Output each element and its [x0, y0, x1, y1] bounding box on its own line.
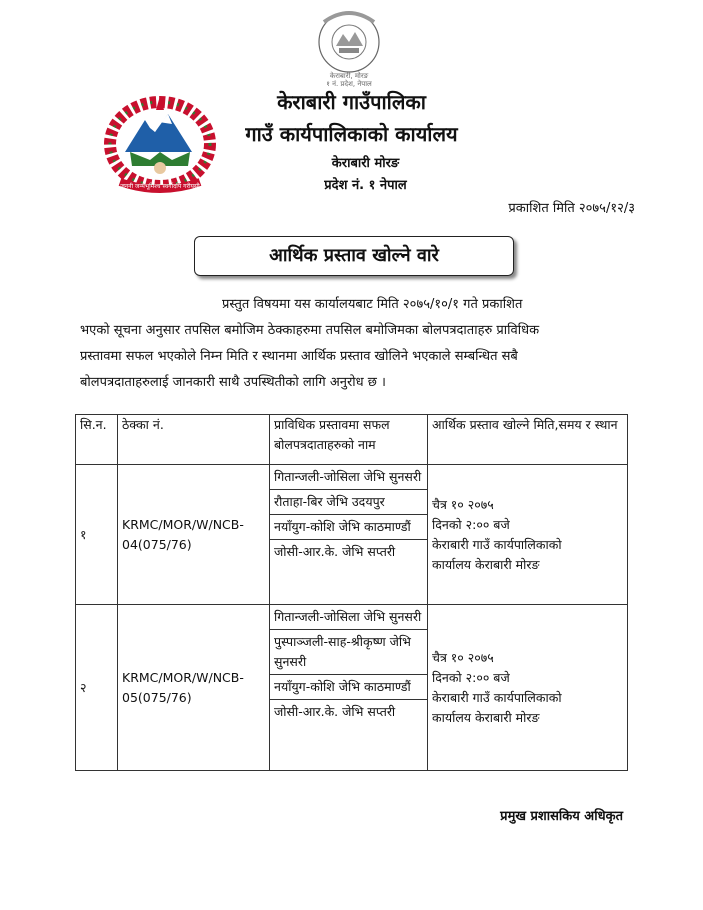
signatory-title: प्रमुख प्रशासकिय अधिकृत	[500, 809, 623, 824]
address-line-1: केराबारी मोरङ	[331, 156, 400, 171]
body-line: बोलपत्रदाताहरुलाई जानकारी साथै उपस्थितीको लागि अनुरोध छ ।	[80, 375, 386, 390]
opening-place: केराबारी गाउँ कार्यपालिकाको	[432, 689, 562, 705]
row-opening	[428, 605, 628, 771]
svg-text:केराबारी, मोरङ: केराबारी, मोरङ	[329, 72, 369, 80]
bidder-name: गितान्जली-जोसिला जेभि सुनसरी	[270, 465, 427, 490]
row-bidders	[270, 605, 428, 771]
address-line-2: प्रदेश नं. १ नेपाल	[324, 178, 407, 193]
header-bidders: प्राविधिक प्रस्तावमा सफल बोलपत्रदाताहरुको नाम	[270, 415, 428, 465]
opening-place: केराबारी गाउँ कार्यपालिकाको	[432, 536, 562, 552]
opening-place: कार्यालय केराबारी मोरङ	[432, 556, 540, 572]
bidder-name: रौताहा-बिर जेभि उदयपुर	[270, 490, 427, 515]
svg-text:१ नं. प्रदेश, नेपाल: १ नं. प्रदेश, नेपाल	[326, 80, 372, 88]
bidder-name: जोसी-आर.के. जेभि सप्तरी	[274, 704, 396, 719]
bidder-name: नयाँयुग-कोशि जेभि काठमाण्डौं	[270, 675, 427, 700]
notice-body	[80, 292, 632, 396]
municipality-seal	[306, 6, 392, 88]
opening-date: चैत्र १० २०७५	[432, 496, 494, 512]
bidder-name: गितान्जली-जोसिला जेभि सुनसरी	[270, 605, 427, 630]
body-line: भएको सूचना अनुसार तपसिल बमोजिम ठेक्काहरुमा तपसिल बमोजिमका बोलपत्रदाताहरु प्राविधिक	[80, 323, 540, 338]
bidder-name: नयाँयुग-कोशि जेभि काठमाण्डौं	[270, 515, 427, 540]
office-subtitle: गाउँ कार्यपालिकाको कार्यालय	[245, 122, 458, 146]
header-sn: सि.न.	[76, 415, 118, 465]
opening-time: दिनको २:०० बजे	[432, 669, 510, 685]
svg-text:जननी जन्मभूमिश्च स्वर्गादपि गर: जननी जन्मभूमिश्च स्वर्गादपि गरीयसी	[120, 183, 200, 190]
header-contract: ठेक्का नं.	[118, 415, 270, 465]
opening-time: दिनको २:०० बजे	[432, 516, 510, 532]
office-name: केराबारी गाउँपालिका	[277, 90, 426, 114]
opening-date: चैत्र १० २०७५	[432, 649, 494, 665]
table-header-row	[76, 415, 628, 465]
row-contract: KRMC/MOR/W/NCB-05(075/76)	[118, 605, 270, 771]
row-sn: २	[76, 605, 118, 771]
row-contract: KRMC/MOR/W/NCB-04(075/76)	[118, 465, 270, 605]
row-bidders	[270, 465, 428, 605]
table-row	[76, 465, 628, 605]
opening-place: कार्यालय केराबारी मोरङ	[432, 709, 540, 725]
bidder-name: पुस्पाञ्जली-साह-श्रीकृष्ण जेभि सुनसरी	[270, 630, 427, 675]
body-line: प्रस्तावमा सफल भएकोले निम्न मिति र स्थानमा आर्थिक प्रस्ताव खोलिने भएकाले सम्बन्धित सबै	[80, 349, 518, 364]
published-date: प्रकाशित मिति २०७५/१२/३	[508, 201, 635, 216]
body-line: प्रस्तुत विषयमा यस कार्यालयबाट मिति २०७५/१०/१ गते प्रकाशित	[222, 297, 523, 312]
header-opening: आर्थिक प्रस्ताव खोल्ने मिति,समय र स्थान	[428, 415, 628, 465]
table-row	[76, 605, 628, 771]
subject-box: आर्थिक प्रस्ताव खोल्ने वारे	[194, 236, 514, 276]
bidder-name: जोसी-आर.के. जेभि सप्तरी	[274, 544, 396, 559]
row-sn: १	[76, 465, 118, 605]
row-opening	[428, 465, 628, 605]
bid-table	[75, 414, 628, 771]
